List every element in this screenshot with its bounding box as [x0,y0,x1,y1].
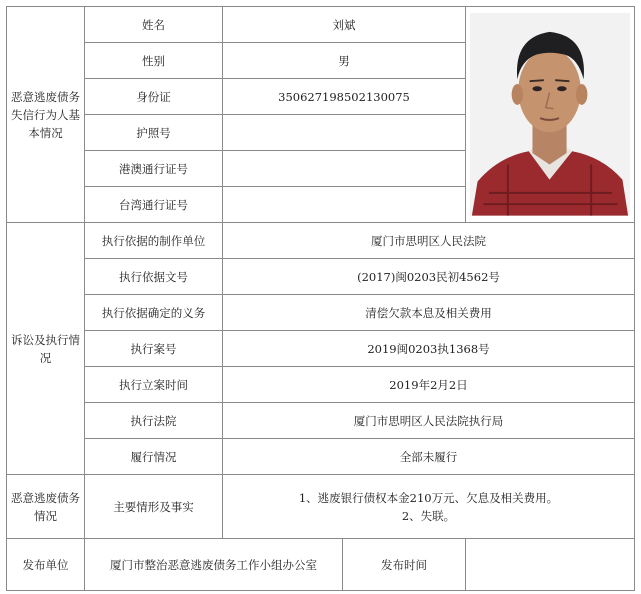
court-label: 执行法院 [85,403,223,439]
basic-section-title: 恶意逃废债务失信行为人基本情况 [7,7,85,223]
facts-label: 主要情形及事实 [85,475,223,539]
case-number-label: 执行案号 [85,331,223,367]
evasion-section-title: 恶意逃废债务情况 [7,475,85,539]
gender-value: 男 [223,43,466,79]
gender-label: 性别 [85,43,223,79]
publish-time-label: 发布时间 [343,539,466,591]
basis-document-number-label: 执行依据文号 [85,259,223,295]
passport-value [223,115,466,151]
court-value: 厦门市思明区人民法院执行局 [223,403,635,439]
facts-value [223,475,635,539]
performance-status-value: 全部未履行 [223,439,635,475]
taiwan-permit-label: 台湾通行证号 [85,187,223,223]
name-value: 刘斌 [223,7,466,43]
passport-label: 护照号 [85,115,223,151]
hk-macau-permit-label: 港澳通行证号 [85,151,223,187]
publisher-label: 发布单位 [7,539,85,591]
id-card-label: 身份证 [85,79,223,115]
id-card-value: 350627198502130075 [223,79,466,115]
basis-document-number-value: (2017)闽0203民初4562号 [223,259,635,295]
basis-issuer-value: 厦门市思明区人民法院 [223,223,635,259]
case-number-value: 2019闽0203执1368号 [223,331,635,367]
person-photo [466,7,635,223]
hk-macau-permit-value [223,151,466,187]
basis-issuer-label: 执行依据的制作单位 [85,223,223,259]
debtor-info-table [6,6,635,591]
portrait-image [470,13,630,216]
litigation-section-title: 诉讼及执行情况 [7,223,85,475]
performance-status-label: 履行情况 [85,439,223,475]
filing-date-value: 2019年2月2日 [223,367,635,403]
fact-line-1: 1、逃废银行债权本金210万元、欠息及相关费用。 [298,490,559,505]
obligation-value: 清偿欠款本息及相关费用 [223,295,635,331]
publisher-value: 厦门市整治恶意逃废债务工作小组办公室 [85,539,343,591]
obligation-label: 执行依据确定的义务 [85,295,223,331]
filing-date-label: 执行立案时间 [85,367,223,403]
publish-time-value [466,539,635,591]
fact-line-2: 2、失联。 [401,508,456,523]
taiwan-permit-value [223,187,466,223]
name-label: 姓名 [85,7,223,43]
